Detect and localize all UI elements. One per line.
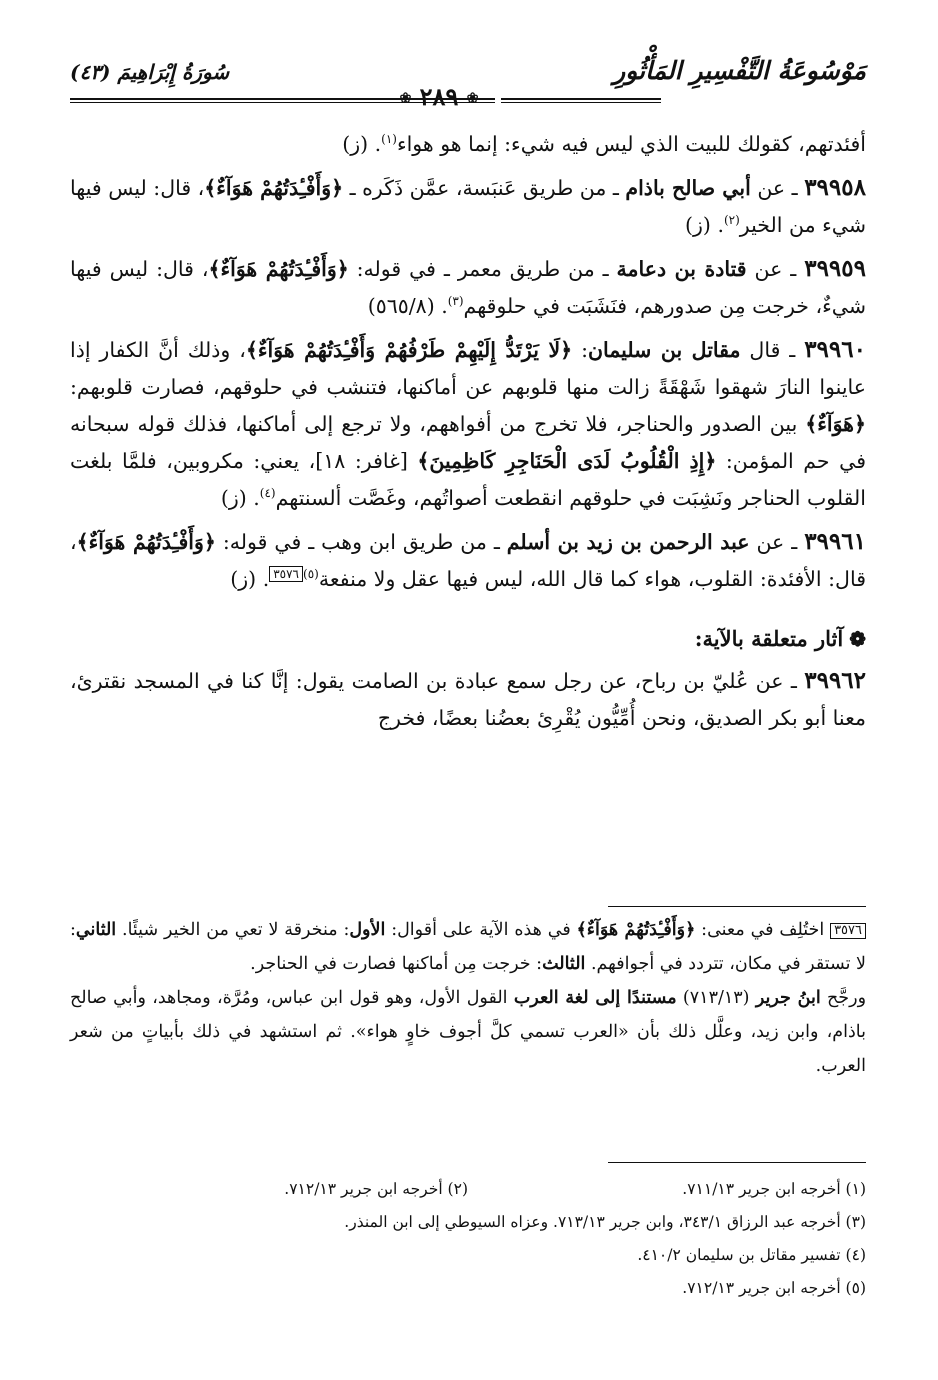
section-heading: ❁آثار متعلقة بالآية:	[694, 626, 866, 651]
commentary-ref[interactable]: ٣٥٧٦	[269, 566, 303, 582]
athar-number: ٣٩٩٥٩	[804, 255, 866, 282]
quran-quote: ﴿وَأَفْـِٔدَتُهُمْ هَوَآءٌ﴾	[204, 176, 344, 200]
main-text	[70, 126, 866, 737]
athar-number: ٣٩٩٦٠	[804, 336, 866, 363]
surah-title: سُورَةُ إِبْرَاهِيمَ (٤٣)	[70, 60, 230, 84]
commentary-number: ٣٥٧٦	[830, 923, 866, 939]
footnotes-rule	[608, 1162, 866, 1163]
quran-quote: ﴿لَا يَرْتَدُّ إِلَيْهِمْ طَرْفُهُمْ وَأَفْـِٔدَتُهُمْ هَوَآءٌ﴾	[245, 338, 573, 362]
athar-number: ٣٩٩٦٢	[804, 667, 866, 694]
running-header	[70, 50, 866, 112]
athar-39958: ٣٩٩٥٨ ـ عن أبي صالح باذام ـ من طريق عَنبَسة، عمَّن ذَكَره ـ ﴿وَأَفْـِٔدَتُهُمْ هَوَآءٌ﴾، قال: ليس فيها شيء من الخير$^{(٢)}$. (ز)	[70, 174, 866, 237]
footnote-ref[interactable]: (٤)	[259, 486, 276, 501]
ornament-icon: ❀	[399, 90, 412, 107]
book-title: مَوْسُوعَةُ التَّفْسِيرِ المَأْثُورِ	[613, 56, 866, 85]
footnote-4: (٤) تفسير مقاتل بن سليمان ٤١٠/٢.	[637, 1246, 866, 1264]
athar-39960: ٣٩٩٦٠ ـ قال مقاتل بن سليمان: ﴿لَا يَرْتَدُّ إِلَيْهِمْ طَرْفُهُمْ وَأَفْـِٔدَتُهُمْ هَوَآءٌ﴾، وذلك أنَّ الكفار إذا عاينوا النارَ شهقوا شَهْقَةً زالت منها قلوبهم عن أماكنها، فتنشب في حلوقهم، فصارت قلوبهم: ﴿هَوَآءٌ﴾ بين الصدور والحناجر، فلا تخرج من أفواههم، ولا ترجع إلى أماكنها، فذلك قوله سبحانه في حم المؤمن: ﴿إِذِ الْقُلُوبُ لَدَى الْحَنَاجِرِ كَاظِمِينَ﴾ [غافر: ١٨]، يعني: مكروبين، فلمَّا بلغت القلوب الحناجر ونَشِبَت في حلوقهم انقطعت أصواتُهم، وغَصَّت ألسنتهم$^{(٤)}$. (ز)	[70, 336, 866, 510]
footnote-1: (١) أخرجه ابن جرير ٧١١/١٣.	[682, 1180, 866, 1198]
header-rule-left	[70, 98, 495, 103]
commentary-paragraph: ورجَّح ابنُ جرير (٧١٣/١٣) مستندًا إلى لغة العرب القول الأول، وهو قول ابن عباس، ومُرَّة، ومجاهد، وأبي صالح باذام، وابن زيد، وعلَّل ذلك بأن «العرب تسمي كلَّ أجوف خاوٍ هواء». ثم استشهد في ذلك بأبياتٍ من شعر العرب.	[70, 988, 867, 1076]
paragraph: أفئدتهم، كقولك للبيت الذي ليس فيه شيء: إنما هو هواء$^{(١)}$. (ز)	[342, 132, 866, 156]
quran-quote: ﴿هَوَآءٌ﴾	[805, 412, 866, 436]
narrator-name: مقاتل بن سليمان	[588, 338, 741, 362]
athar-number: ٣٩٩٥٨	[804, 174, 866, 201]
ornament-icon: ❀	[466, 90, 479, 107]
athar-39961: ٣٩٩٦١ ـ عن عبد الرحمن بن زيد بن أسلم ـ من طريق ابن وهب ـ في قوله: ﴿وَأَفْـِٔدَتُهُمْ هَوَآءٌ﴾، قال: الأفئدة: القلوب، هواء كما قال الله، ليس فيها عقل ولا منفعة$^{(٥)}$٣٥٧٦. (ز)	[70, 528, 866, 591]
footnote-2: (٢) أخرجه ابن جرير ٧١٢/١٣.	[284, 1180, 468, 1198]
narrator-name: عبد الرحمن بن زيد بن أسلم	[506, 530, 750, 554]
footnotes	[70, 1162, 866, 1305]
commentary-paragraph: ٣٥٧٦ اختُلِف في معنى: ﴿وَأَفْـِٔدَتُهُمْ هَوَآءٌ﴾ في هذه الآية على أقوال: الأول: منخرقة لا تعي من الخير شيئًا. الثاني: لا تستقر في مكان، تتردد في أجوافهم. الثالث: خرجت مِن أماكنها فصارت في الحناجر.	[70, 920, 866, 974]
footnote-3: (٣) أخرجه عبد الرزاق ٣٤٣/١، وابن جرير ٧١٣/١٣. وعزاه السيوطي إلى ابن المنذر.	[344, 1213, 866, 1231]
page-number: ٢٨٩	[419, 82, 459, 111]
footnote-5: (٥) أخرجه ابن جرير ٧١٢/١٣.	[682, 1279, 866, 1297]
footnote-row	[70, 1239, 866, 1272]
flower-icon: ❁	[849, 627, 866, 651]
commentary-notes	[70, 906, 866, 1083]
quran-quote: ﴿وَأَفْـِٔدَتُهُمْ هَوَآءٌ﴾	[76, 530, 216, 554]
quran-quote: ﴿وَأَفْـِٔدَتُهُمْ هَوَآءٌ﴾	[208, 257, 349, 281]
footnote-row	[70, 1173, 866, 1206]
athar-number: ٣٩٩٦١	[804, 528, 866, 555]
narrator-name: أبي صالح باذام	[625, 176, 751, 200]
footnote-row	[70, 1206, 866, 1239]
footnote-ref[interactable]: (١)	[381, 132, 397, 147]
footnote-ref[interactable]: (٢)	[723, 213, 740, 228]
athar-39959: ٣٩٩٥٩ ـ عن قتادة بن دعامة ـ من طريق معمر ـ في قوله: ﴿وَأَفْـِٔدَتُهُمْ هَوَآءٌ﴾، قال: ليس فيها شيءٌ، خرجت مِن صدورهم، فنَشَبَت في حلوقهم$^{(٣)}$. (٥٦٥/٨)	[70, 255, 866, 318]
header-rule-right	[501, 98, 661, 103]
narrator-name: قتادة بن دعامة	[616, 257, 747, 281]
footnote-ref[interactable]: (٥)	[303, 567, 319, 582]
notes-rule	[608, 906, 866, 907]
quran-quote: ﴿إِذِ الْقُلُوبُ لَدَى الْحَنَاجِرِ كَاظِمِينَ﴾	[417, 449, 717, 473]
footnote-ref[interactable]: (٣)	[447, 294, 464, 309]
quran-quote: ﴿وَأَفْـِٔدَتُهُمْ هَوَآءٌ﴾	[576, 920, 696, 940]
athar-39962: ٣٩٩٦٢ ـ عن عُليّ بن رباح، عن رجل سمع عبادة بن الصامت يقول: إنَّا كنا في المسجد نقترئ، معنا أبو بكر الصديق، ونحن أُمِّيُّون يُقْرِئ بعضُنا بعضًا، فخرج	[70, 667, 866, 730]
footnote-row	[70, 1272, 866, 1305]
